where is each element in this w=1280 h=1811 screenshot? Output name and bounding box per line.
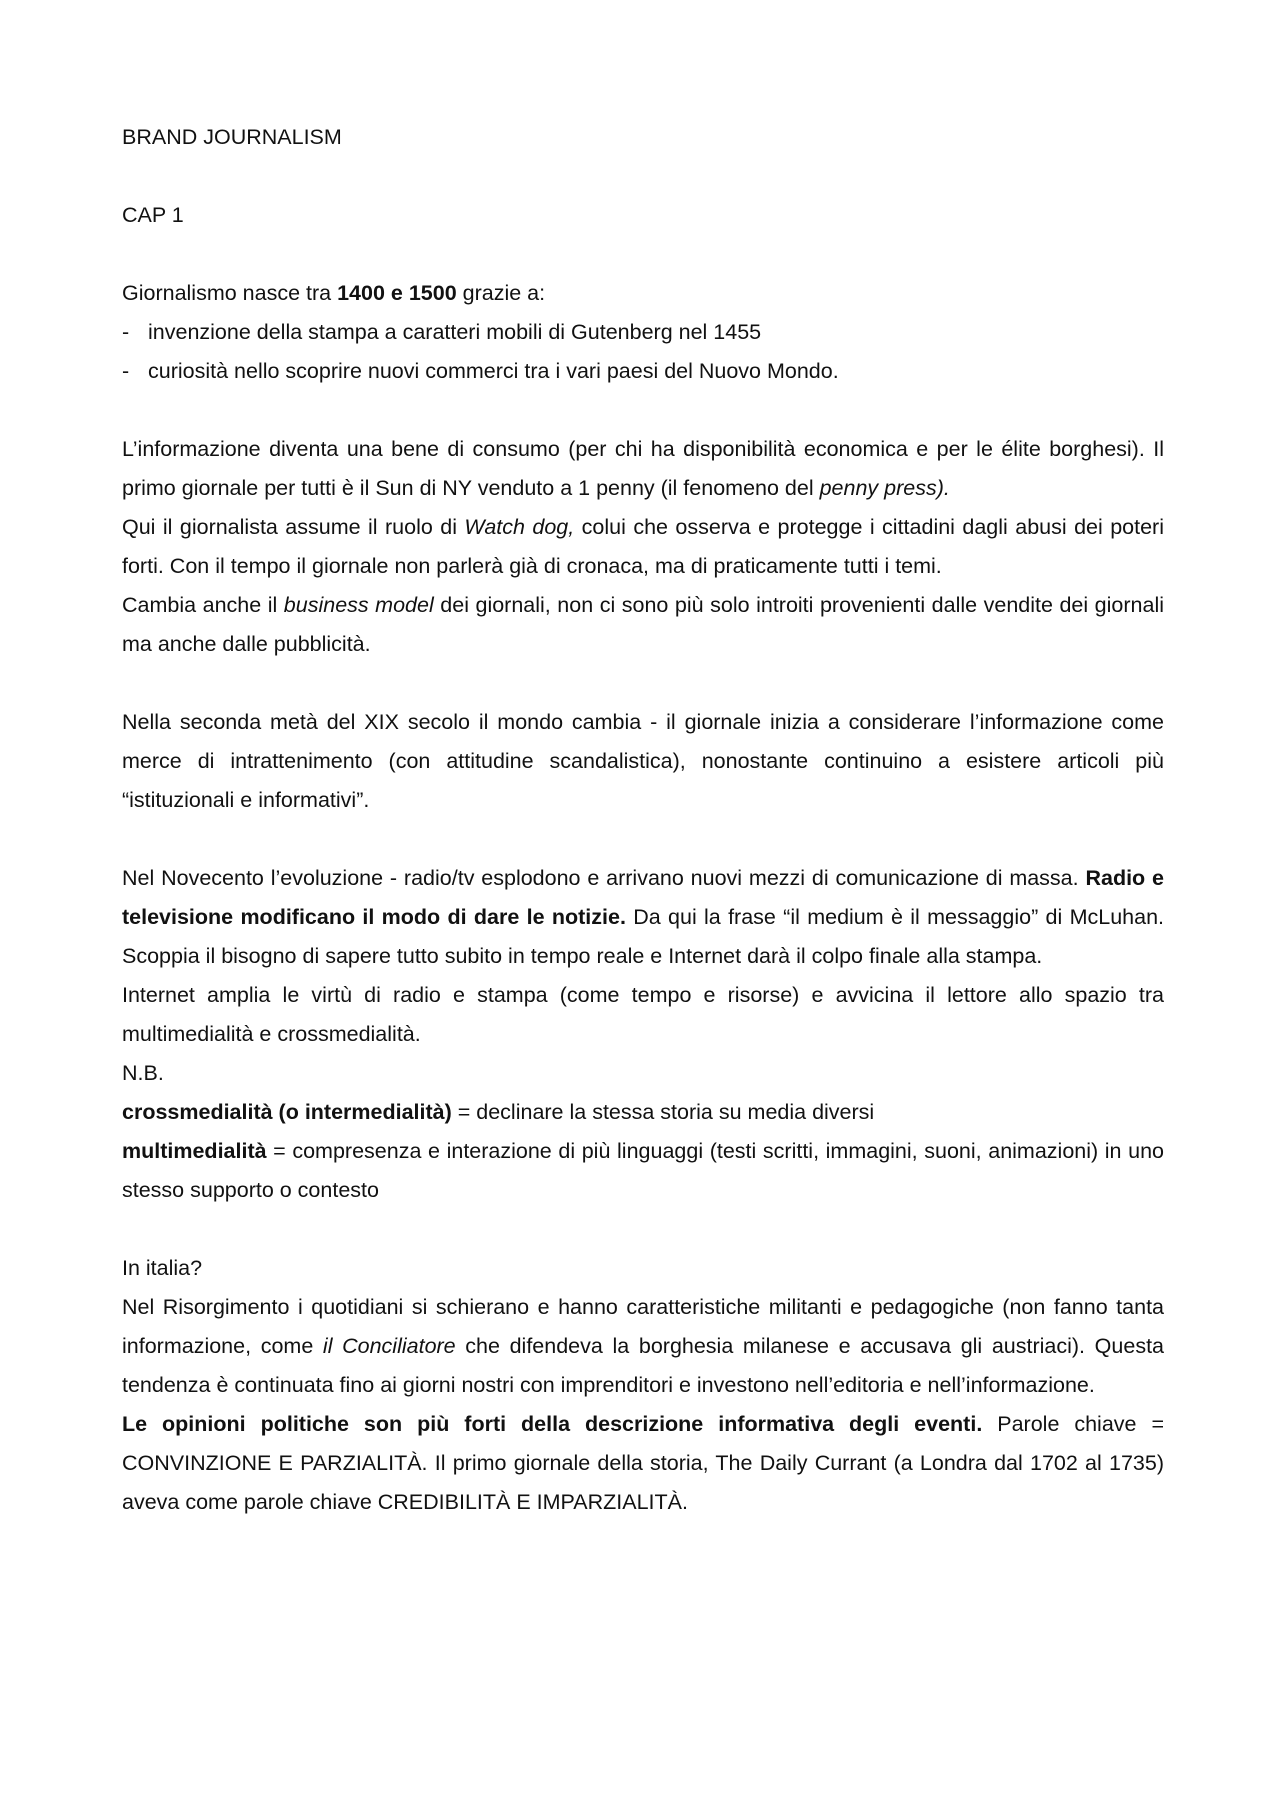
document-title: BRAND JOURNALISM — [122, 125, 342, 149]
paragraph-consumo — [122, 430, 1164, 508]
chapter-heading: CAP 1 — [122, 203, 184, 227]
paragraph-opinioni-politiche — [122, 1405, 1164, 1522]
para5-pre: Nel Novecento l’evoluzione - radio/tv esplodono e arrivano nuovi mezzi di comunicazione di massa. — [122, 866, 1086, 890]
intro-pre: Giornalismo nasce tra — [122, 281, 338, 305]
intro-bold-years: 1400 e 1500 — [337, 281, 457, 305]
cause-list — [122, 313, 1164, 391]
paragraph-xix-secolo: Nella seconda metà del XIX secolo il mondo cambia - il giornale inizia a considerare l’informazione come merce di intrattenimento (con attitudine scandalistica), nonostante continuino a esistere articoli più “istituzionali e informativi”. — [122, 710, 1164, 812]
para2-pre: Qui il giornalista assume il ruolo di — [122, 515, 465, 539]
spacer — [122, 664, 1164, 703]
definition-multimedialita — [122, 1132, 1164, 1210]
para8-post: Parole chiave = CONVINZIONE E PARZIALITÀ. Il primo giornale della storia, The Daily Currant (a Londra dal 1702 al 1735) aveva come parole chiave CREDIBILITÀ E IMPARZIALITÀ. — [122, 1412, 1165, 1514]
spacer — [122, 157, 1164, 196]
paragraph-internet: Internet amplia le virtù di radio e stampa (come tempo e risorse) e avvicina il lettore allo spazio tra multimedialità e crossmedialità. — [122, 983, 1164, 1046]
spacer — [122, 820, 1164, 859]
spacer — [122, 235, 1164, 274]
para3-italic: business model — [283, 593, 434, 617]
def2-term: multimedialità — [122, 1139, 267, 1163]
para2-italic: Watch dog, — [464, 515, 575, 539]
para5-bold: Radio e televisione modificano il modo di dare le notizie. — [122, 866, 1164, 929]
intro-post: grazie a: — [456, 281, 546, 305]
italy-question: In italia? — [122, 1256, 203, 1280]
def2-text: = compresenza e interazione di più linguaggi (testi scritti, immagini, suoni, animazioni) in uno stesso supporto o contesto — [122, 1139, 1164, 1202]
definition-crossmedialita — [122, 1093, 1164, 1132]
def1-term: crossmedialità (o intermedialità) — [122, 1100, 452, 1124]
para7-pre: Nel Risorgimento i quotidiani si schierano e hanno caratteristiche militanti e pedagogiche (non fanno tanta informazione, come — [122, 1295, 1164, 1358]
paragraph-business-model — [122, 586, 1164, 664]
list-item: - invenzione della stampa a caratteri mobili di Gutenberg nel 1455 — [122, 313, 1164, 352]
paragraph-novecento — [122, 859, 1164, 976]
para3-post: dei giornali, non ci sono più solo introiti provenienti dalle vendite dei giornali ma anche dalle pubblicità. — [122, 593, 1165, 656]
para7-post: che difendeva la borghesia milanese e accusava gli austriaci). Questa tendenza è continuata fino ai giorni nostri con imprenditori e investono nell’editoria e nell’informazione. — [122, 1334, 1164, 1397]
para1-text: L’informazione diventa una bene di consumo (per chi ha disponibilità economica e per le élite borghesi). Il primo giornale per tutti è il Sun di NY venduto a 1 penny (il fenomeno del — [122, 437, 1164, 500]
para2-post: colui che osserva e protegge i cittadini dagli abusi dei poteri forti. Con il tempo il giornale non parlerà già di cronaca, ma di praticamente tutti i temi. — [122, 515, 1164, 578]
para5-post: Da qui la frase “il medium è il messaggio” di McLuhan. Scoppia il bisogno di sapere tutto subito in tempo reale e Internet darà il colpo finale alla stampa. — [122, 905, 1165, 968]
paragraph-risorgimento — [122, 1288, 1164, 1405]
def1-text: = declinare la stessa storia su media diversi — [451, 1100, 875, 1124]
intro-line — [122, 274, 1164, 313]
spacer — [122, 1210, 1164, 1249]
document-page — [122, 118, 1164, 1522]
para1-italic: penny press). — [819, 476, 950, 500]
paragraph-watch-dog — [122, 508, 1164, 586]
para3-pre: Cambia anche il — [122, 593, 284, 617]
para7-italic: il Conciliatore — [322, 1334, 456, 1358]
para8-bold: Le opinioni politiche son più forti della descrizione informativa degli eventi. — [122, 1412, 983, 1436]
nota-bene: N.B. — [122, 1061, 164, 1085]
spacer — [122, 391, 1164, 430]
list-item: - curiosità nello scoprire nuovi commerci tra i vari paesi del Nuovo Mondo. — [122, 352, 1164, 391]
